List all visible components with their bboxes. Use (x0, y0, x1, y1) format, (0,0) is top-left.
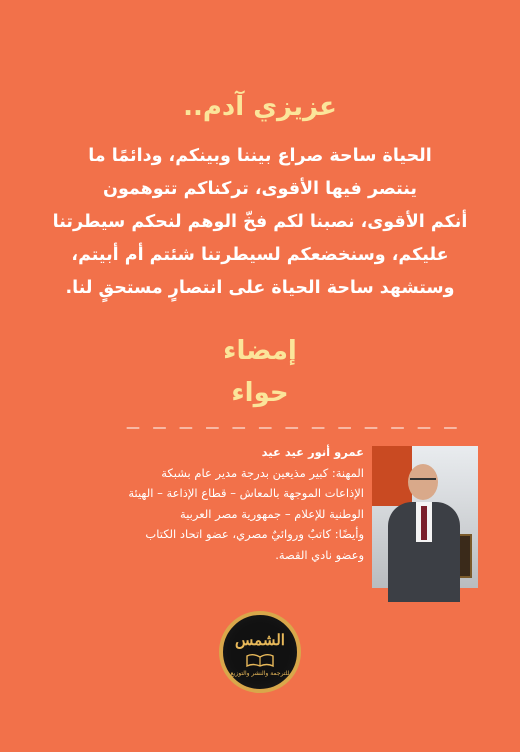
poem-line: عليكم، وسنخضعكم لسيطرتنا شئتم أم أبيتم، (71, 245, 449, 265)
bio-line: وأيضًا: كاتبٌ وروائيٌ مصري، عضو اتحاد الكتاب (145, 527, 364, 541)
poem-line: أنكم الأقوى، نصبنا لكم فخّ الوهم لنحكم سيطرتنا (52, 212, 468, 232)
publisher-logo (219, 611, 301, 693)
publisher-name: الشمس (235, 631, 285, 649)
greeting-heading: عزيزي آدم.. (183, 92, 337, 122)
bio-line: الوطنية للإعلام – جمهورية مصر العربية (180, 506, 364, 521)
bio-line: المهنة: كبير مذيعين بدرجة مدير عام بشبكة (161, 465, 364, 480)
signature-name: حواء (231, 378, 289, 408)
signature-label: إمضاء (223, 336, 297, 366)
poem-line: ينتصر فيها الأقوى، تركناكم تتوهمون (103, 179, 417, 199)
publisher-tagline: للترجمة والنشر والتوزيع (230, 670, 290, 677)
bio-line: الإذاعات الموجهة بالمعاش – قطاع الإذاعة – الهيئة (128, 486, 364, 500)
section-divider: — — — — — — — — — — — — — (126, 420, 462, 436)
open-book-icon (246, 653, 274, 667)
poem-line: الحياة ساحة صراع بيننا وبينكم، ودائمًا ما (88, 146, 432, 166)
bio-line: وعضو نادي القصة. (275, 547, 364, 562)
author-name: عمرو أنور عيد عيد (261, 445, 364, 459)
author-bio (40, 442, 364, 565)
author-photo (372, 446, 478, 588)
poem-body (40, 140, 480, 305)
poem-line: وستشهد ساحة الحياة على انتصارٍ مستحقٍ لنا. (65, 278, 455, 298)
